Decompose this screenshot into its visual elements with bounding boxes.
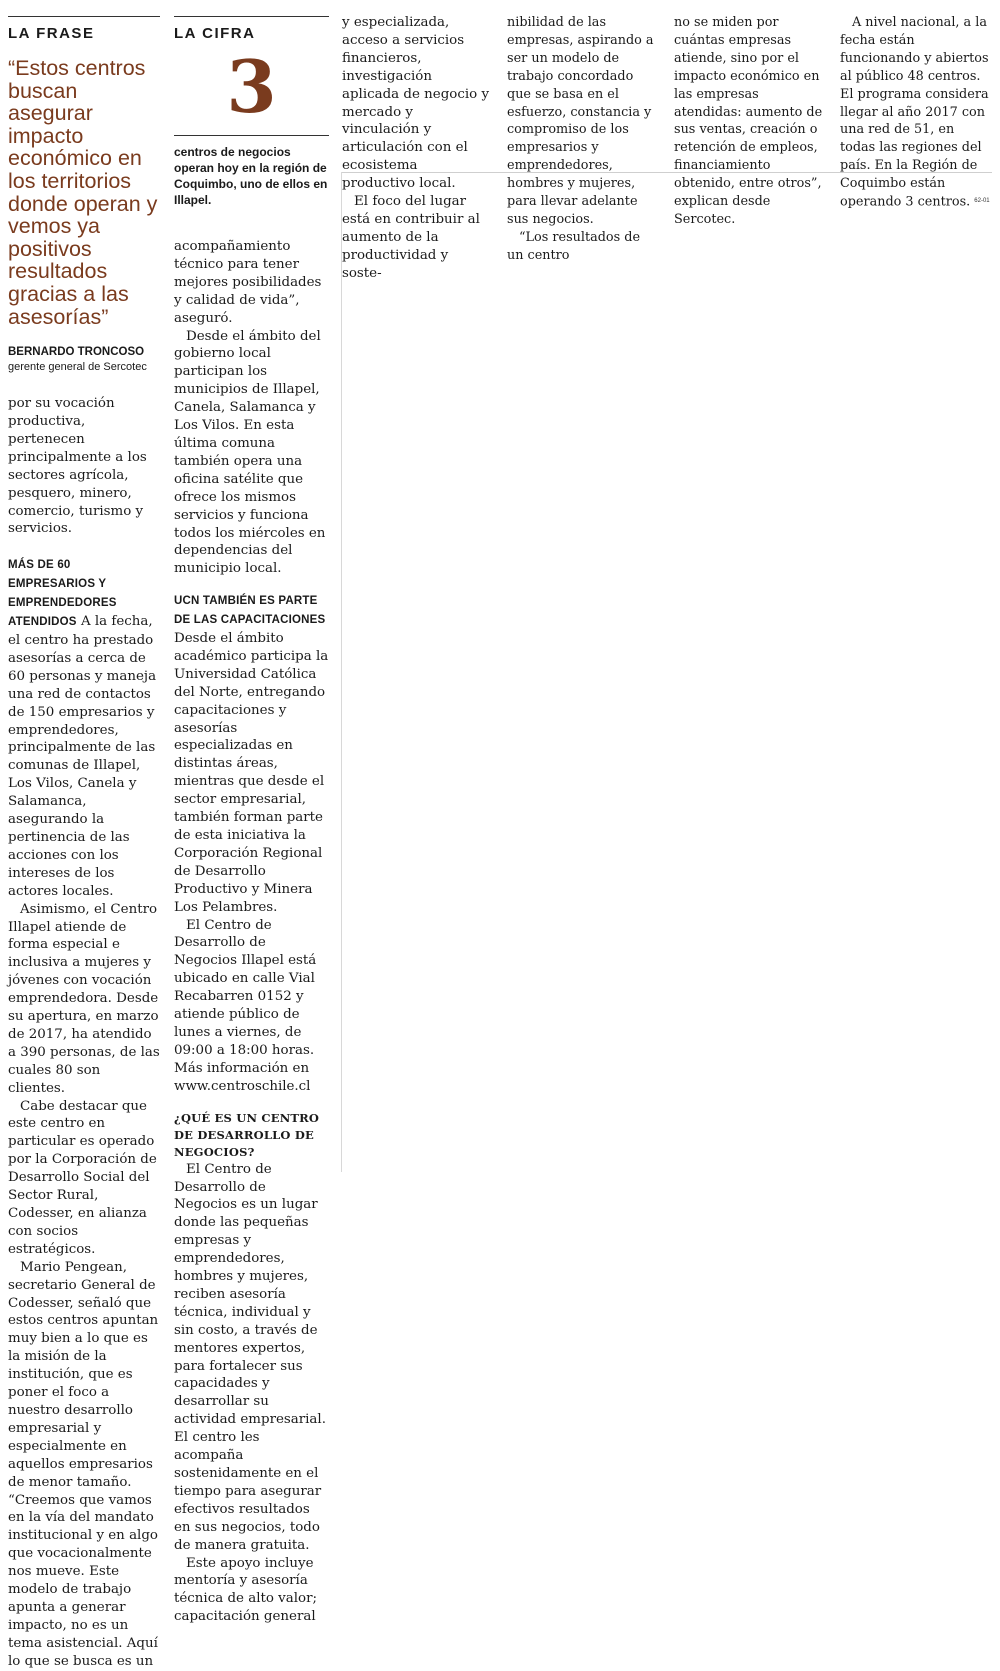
col1-paragraph-2-text: A la fecha, el centro ha prestado asesorías a cerca de 60 personas y maneja una red de contactos de 150 empresarios y emprendedores, principalmente de las comunas de Illapel, Los Vilos, Canela y Salamanca, asegurando la pertinencia de las acciones con los intereses de los actores locales. [8,614,157,899]
frase-quote: “Estos centros buscan asegurar impacto económico en los territorios donde operan y vemos ya positivos resultados gracias a las asesorías” [8,56,158,329]
column-6 [840,14,992,211]
col2-paragraph-3-text: Desde el ámbito académico participa la Universidad Católica del Norte, entregando capacitaciones y asesorías especializadas en distintas áreas, mientras que desde el sector empresarial, también forman parte de esta iniciativa la Corporación Regional de Desarrollo Productivo y Minera Los Pelambres. [174,631,329,915]
column-4 [507,14,659,265]
column-3 [342,14,492,283]
col1-paragraph-5: Mario Pengean, secretario General de Codesser, señaló que estos centros apuntan muy bien a lo que es la misión de la institución, que es poner el foco a nuestro desarrollo empresarial y especialmente en aquellos empresarios de menor tamaño. “Creemos que vamos en la vía del mandato institucional y en algo que vocacionalmente nos mueve. Este modelo de trabajo apunta a generar impacto, no es un tema asistencial. Aquí lo que se busca es un [8,1259,159,1669]
col1-paragraph-2 [8,556,160,900]
col2-paragraph-3 [174,592,329,916]
frase-rule [8,16,160,17]
cifra-rule [174,16,329,17]
column-1 [8,0,160,1671]
col2-paragraph-1: acompañamiento técnico para tener mejores posibilidades y calidad de vida”, aseguró. [174,239,322,326]
cifra-caption: centros de negocios operan hoy en la región de Coquimbo, uno de ellos en Illapel. [174,145,328,207]
column-2-body [174,238,329,1626]
column-separator [341,172,342,1172]
frase-label: LA FRASE [8,25,95,42]
cifra-divider [174,135,329,136]
col4-paragraph-1: nibilidad de las empresas, aspirando a ser un modelo de trabajo concordado que se basa en el esfuerzo, constancia y compromiso de los empresarios y emprendedores, hombres y mujeres, para llevar adelante sus negocios. [507,15,654,227]
col1-paragraph-3: Asimismo, el Centro Illapel atiende de forma especial e inclusiva a mujeres y jóvenes con vocación emprendedora. Desde su apertura, en marzo de 2017, ha atendido a 390 personas, de las cuales 80 son clientes. [8,901,160,1096]
col5-paragraph-1: no se miden por cuántas empresas atiende, sino por el impacto económico en las empresas atendidas: aumento de sus ventas, creación o retención de empleos, financiamiento obtenido, entre otros”, explican desde Sercotec. [674,15,823,227]
col2-paragraph-4: El Centro de Desarrollo de Negocios Illapel está ubicado en calle Vial Recabarren 0152 y atiende público de lunes a viernes, de 09:00 a 18:00 horas. Más información en www.centroschile.cl [174,917,317,1094]
frase-author-role: gerente general de Sercotec [8,361,147,374]
bottom-rule [342,172,992,173]
col2-subhead-1: UCN TAMBIÉN ES PARTE DE LAS CAPACITACIONES [174,595,326,627]
col2-subhead-2: ¿QUÉ ES UN CENTRO DE DESARROLLO DE NEGOCIOS? [174,1110,320,1159]
cifra-label: LA CIFRA [174,25,256,42]
col2-paragraph-6: Este apoyo incluye mentoría y asesoría técnica de alto valor; capacitación general [174,1555,317,1625]
col2-paragraph-5: El Centro de Desarrollo de Negocios es un lugar donde las pequeñas empresas y emprendedores, hombres y mujeres, reciben asesoría técnica, individual y sin costo, a través de mentores expertos, para fortalecer sus capacidades y desarrollar su actividad empresarial. El centro les acompaña sostenidamente en el tiempo para asegurar efectivos resultados en sus negocios, todo de manera gratuita. [174,1161,326,1553]
col3-paragraph-1: y especializada, acceso a servicios financieros, investigación aplicada de negocio y mercado y vinculación y articulación con el ecosistema productivo local. [342,15,490,192]
article-code-tag: 62-01 [974,198,990,205]
cifra-number: 3 [226,44,277,129]
col6-paragraph-1 [840,14,992,211]
column-5 [674,14,826,229]
col4-paragraph-2: “Los resultados de un centro [507,229,641,263]
col6-paragraph-1-text: A nivel nacional, a la fecha están funcionando y abiertos al público 48 centros. El programa considera llegar al año 2017 con una red de 51, en todas las regiones del país. En la Región de Coquimbo están operando 3 centros. [840,15,989,210]
col3-paragraph-2: El foco del lugar está en contribuir al aumento de la productividad y soste- [342,194,480,281]
col2-paragraph-2: Desde el ámbito del gobierno local participan los municipios de Illapel, Canela, Salamanca y Los Vilos. En esta última comuna también opera una oficina satélite que ofrece los mismos servicios y funciona todos los miércoles en dependencias del municipio local. [174,328,326,577]
col1-paragraph-4: Cabe destacar que este centro en particular es operado por la Corporación de Desarrollo Social del Sector Rural, Codesser, en alianza con socios estratégicos. [8,1098,157,1257]
col1-subhead-1: MÁS DE 60 EMPRESARIOS Y EMPRENDEDORES ATENDIDOS [8,559,117,629]
column-2 [174,0,329,1626]
col1-paragraph-1: por su vocación productiva, pertenecen principalmente a los sectores agrícola, pesquero, minero, comercio, turismo y servicios. [8,396,147,537]
frase-author: BERNARDO TRONCOSO [8,346,145,359]
column-1-body [8,395,160,1670]
